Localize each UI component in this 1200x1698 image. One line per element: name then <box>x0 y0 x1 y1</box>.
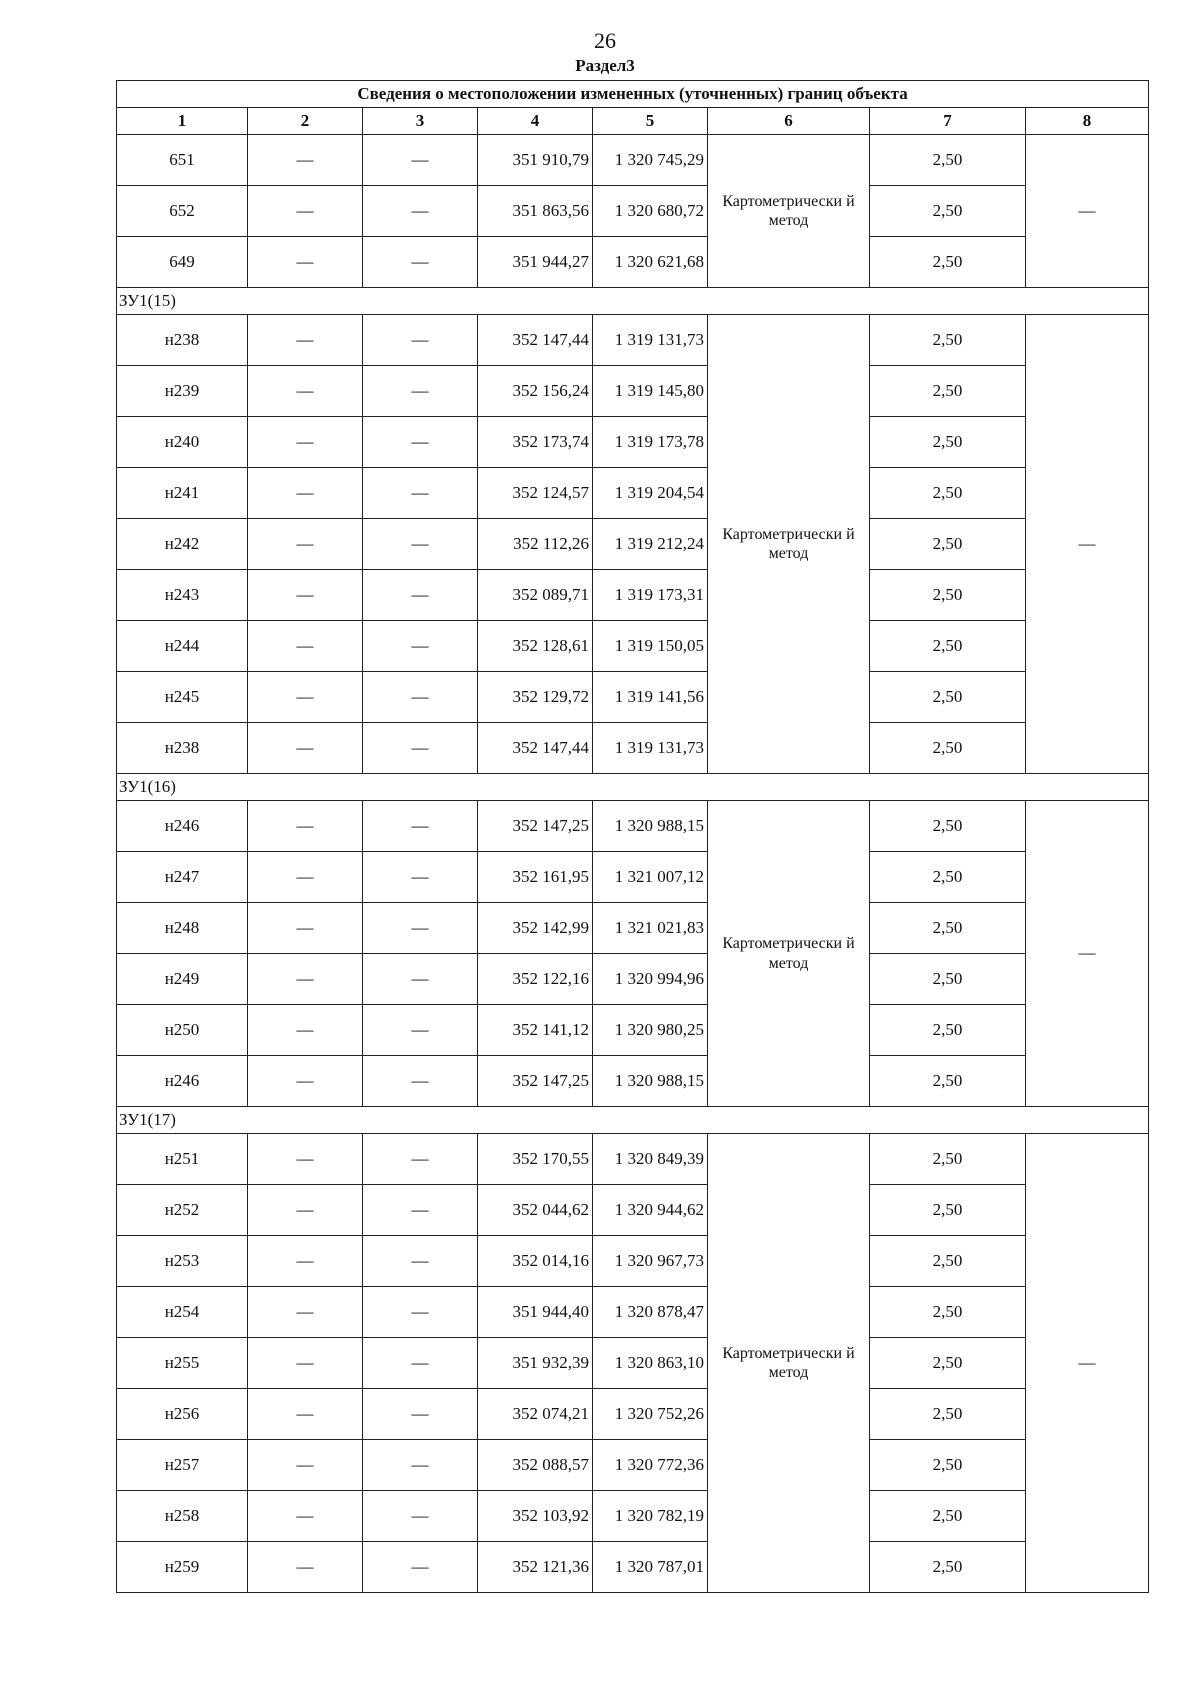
column-2-cell: — <box>248 1389 363 1440</box>
column-3-cell: — <box>363 468 478 519</box>
point-number-cell: н245 <box>117 672 248 723</box>
table-row <box>117 903 1149 954</box>
point-number-cell: н243 <box>117 570 248 621</box>
x-coordinate-cell: 351 932,39 <box>478 1338 593 1389</box>
table-row <box>117 1542 1149 1593</box>
column-8-cell: — <box>1026 135 1149 288</box>
column-2-cell: — <box>248 570 363 621</box>
column-2-cell: — <box>248 723 363 774</box>
table-row <box>117 1236 1149 1287</box>
column-3-cell: — <box>363 801 478 852</box>
x-coordinate-cell: 352 124,57 <box>478 468 593 519</box>
column-number: 5 <box>593 108 708 135</box>
column-3-cell: — <box>363 1542 478 1593</box>
x-coordinate-cell: 352 173,74 <box>478 417 593 468</box>
point-number-cell: н238 <box>117 723 248 774</box>
column-3-cell: — <box>363 135 478 186</box>
column-8-cell: — <box>1026 1134 1149 1593</box>
column-3-cell: — <box>363 954 478 1005</box>
table-row <box>117 1440 1149 1491</box>
point-number-cell: н259 <box>117 1542 248 1593</box>
column-3-cell: — <box>363 519 478 570</box>
x-coordinate-cell: 351 863,56 <box>478 186 593 237</box>
column-3-cell: — <box>363 1440 478 1491</box>
point-number-cell: н246 <box>117 801 248 852</box>
accuracy-cell: 2,50 <box>870 135 1026 186</box>
table-row <box>117 1389 1149 1440</box>
point-number-cell: н238 <box>117 315 248 366</box>
y-coordinate-cell: 1 320 745,29 <box>593 135 708 186</box>
y-coordinate-cell: 1 319 145,80 <box>593 366 708 417</box>
column-3-cell: — <box>363 903 478 954</box>
column-number: 3 <box>363 108 478 135</box>
y-coordinate-cell: 1 319 141,56 <box>593 672 708 723</box>
accuracy-cell: 2,50 <box>870 954 1026 1005</box>
column-2-cell: — <box>248 417 363 468</box>
page-number: 26 <box>594 28 616 53</box>
column-3-cell: — <box>363 570 478 621</box>
method-cell: Картометрически й метод <box>708 135 870 288</box>
accuracy-cell: 2,50 <box>870 1338 1026 1389</box>
column-2-cell: — <box>248 237 363 288</box>
group-header-row <box>117 288 1149 315</box>
column-number: 7 <box>870 108 1026 135</box>
y-coordinate-cell: 1 319 173,78 <box>593 417 708 468</box>
column-2-cell: — <box>248 366 363 417</box>
accuracy-cell: 2,50 <box>870 1542 1026 1593</box>
column-3-cell: — <box>363 1491 478 1542</box>
point-number-cell: н242 <box>117 519 248 570</box>
x-coordinate-cell: 351 944,27 <box>478 237 593 288</box>
table-row <box>117 186 1149 237</box>
column-8-cell: — <box>1026 801 1149 1107</box>
column-2-cell: — <box>248 1542 363 1593</box>
section-title: Раздел3 <box>575 56 635 75</box>
x-coordinate-cell: 352 147,44 <box>478 315 593 366</box>
table-caption: Сведения о местоположении измененных (уточненных) границ объекта <box>117 81 1149 108</box>
x-coordinate-cell: 352 170,55 <box>478 1134 593 1185</box>
column-3-cell: — <box>363 1005 478 1056</box>
column-3-cell: — <box>363 852 478 903</box>
y-coordinate-cell: 1 321 021,83 <box>593 903 708 954</box>
column-3-cell: — <box>363 237 478 288</box>
accuracy-cell: 2,50 <box>870 186 1026 237</box>
column-8-cell: — <box>1026 315 1149 774</box>
y-coordinate-cell: 1 320 994,96 <box>593 954 708 1005</box>
y-coordinate-cell: 1 320 980,25 <box>593 1005 708 1056</box>
table-row <box>117 237 1149 288</box>
y-coordinate-cell: 1 320 863,10 <box>593 1338 708 1389</box>
column-2-cell: — <box>248 1491 363 1542</box>
point-number-cell: н255 <box>117 1338 248 1389</box>
column-number: 8 <box>1026 108 1149 135</box>
table-row <box>117 366 1149 417</box>
column-3-cell: — <box>363 186 478 237</box>
accuracy-cell: 2,50 <box>870 366 1026 417</box>
table-row <box>117 672 1149 723</box>
column-3-cell: — <box>363 366 478 417</box>
column-3-cell: — <box>363 672 478 723</box>
x-coordinate-cell: 352 044,62 <box>478 1185 593 1236</box>
accuracy-cell: 2,50 <box>870 1005 1026 1056</box>
y-coordinate-cell: 1 320 621,68 <box>593 237 708 288</box>
accuracy-cell: 2,50 <box>870 852 1026 903</box>
column-2-cell: — <box>248 468 363 519</box>
table-row <box>117 315 1149 366</box>
column-3-cell: — <box>363 1338 478 1389</box>
accuracy-cell: 2,50 <box>870 1236 1026 1287</box>
accuracy-cell: 2,50 <box>870 468 1026 519</box>
table-row <box>117 1287 1149 1338</box>
column-2-cell: — <box>248 672 363 723</box>
group-label: ЗУ1(17) <box>117 1107 1149 1134</box>
x-coordinate-cell: 352 089,71 <box>478 570 593 621</box>
x-coordinate-cell: 352 142,99 <box>478 903 593 954</box>
y-coordinate-cell: 1 320 787,01 <box>593 1542 708 1593</box>
point-number-cell: н240 <box>117 417 248 468</box>
y-coordinate-cell: 1 319 131,73 <box>593 723 708 774</box>
y-coordinate-cell: 1 319 150,05 <box>593 621 708 672</box>
y-coordinate-cell: 1 319 204,54 <box>593 468 708 519</box>
y-coordinate-cell: 1 319 131,73 <box>593 315 708 366</box>
y-coordinate-cell: 1 320 772,36 <box>593 1440 708 1491</box>
table-body <box>117 81 1149 1593</box>
point-number-cell: 652 <box>117 186 248 237</box>
x-coordinate-cell: 352 129,72 <box>478 672 593 723</box>
accuracy-cell: 2,50 <box>870 237 1026 288</box>
table-row <box>117 954 1149 1005</box>
column-3-cell: — <box>363 315 478 366</box>
y-coordinate-cell: 1 320 878,47 <box>593 1287 708 1338</box>
column-3-cell: — <box>363 1287 478 1338</box>
accuracy-cell: 2,50 <box>870 570 1026 621</box>
y-coordinate-cell: 1 320 680,72 <box>593 186 708 237</box>
x-coordinate-cell: 352 121,36 <box>478 1542 593 1593</box>
group-label: ЗУ1(16) <box>117 774 1149 801</box>
column-2-cell: — <box>248 1185 363 1236</box>
x-coordinate-cell: 352 014,16 <box>478 1236 593 1287</box>
column-3-cell: — <box>363 1134 478 1185</box>
column-2-cell: — <box>248 903 363 954</box>
column-2-cell: — <box>248 1287 363 1338</box>
point-number-cell: н253 <box>117 1236 248 1287</box>
column-3-cell: — <box>363 417 478 468</box>
accuracy-cell: 2,50 <box>870 1389 1026 1440</box>
accuracy-cell: 2,50 <box>870 315 1026 366</box>
y-coordinate-cell: 1 320 782,19 <box>593 1491 708 1542</box>
point-number-cell: н239 <box>117 366 248 417</box>
point-number-cell: 649 <box>117 237 248 288</box>
accuracy-cell: 2,50 <box>870 1491 1026 1542</box>
y-coordinate-cell: 1 320 752,26 <box>593 1389 708 1440</box>
point-number-cell: н241 <box>117 468 248 519</box>
column-2-cell: — <box>248 1056 363 1107</box>
y-coordinate-cell: 1 320 988,15 <box>593 1056 708 1107</box>
x-coordinate-cell: 351 910,79 <box>478 135 593 186</box>
accuracy-cell: 2,50 <box>870 1056 1026 1107</box>
accuracy-cell: 2,50 <box>870 1185 1026 1236</box>
y-coordinate-cell: 1 320 849,39 <box>593 1134 708 1185</box>
x-coordinate-cell: 352 074,21 <box>478 1389 593 1440</box>
accuracy-cell: 2,50 <box>870 621 1026 672</box>
y-coordinate-cell: 1 320 988,15 <box>593 801 708 852</box>
x-coordinate-cell: 352 112,26 <box>478 519 593 570</box>
column-number: 4 <box>478 108 593 135</box>
point-number-cell: н249 <box>117 954 248 1005</box>
x-coordinate-cell: 352 156,24 <box>478 366 593 417</box>
column-2-cell: — <box>248 135 363 186</box>
x-coordinate-cell: 352 161,95 <box>478 852 593 903</box>
column-2-cell: — <box>248 852 363 903</box>
x-coordinate-cell: 352 088,57 <box>478 1440 593 1491</box>
x-coordinate-cell: 352 147,25 <box>478 1056 593 1107</box>
group-header-row <box>117 1107 1149 1134</box>
column-3-cell: — <box>363 723 478 774</box>
column-2-cell: — <box>248 1338 363 1389</box>
table-row <box>117 1005 1149 1056</box>
table-row <box>117 621 1149 672</box>
method-cell: Картометрически й метод <box>708 315 870 774</box>
group-header-row <box>117 774 1149 801</box>
point-number-cell: н246 <box>117 1056 248 1107</box>
point-number-cell: н251 <box>117 1134 248 1185</box>
column-2-cell: — <box>248 1236 363 1287</box>
column-2-cell: — <box>248 1005 363 1056</box>
point-number-cell: н254 <box>117 1287 248 1338</box>
method-cell: Картометрически й метод <box>708 801 870 1107</box>
point-number-cell: н256 <box>117 1389 248 1440</box>
column-2-cell: — <box>248 621 363 672</box>
boundary-points-table <box>116 80 1149 1593</box>
table-row <box>117 1491 1149 1542</box>
column-3-cell: — <box>363 621 478 672</box>
y-coordinate-cell: 1 319 212,24 <box>593 519 708 570</box>
table-row <box>117 801 1149 852</box>
column-2-cell: — <box>248 1134 363 1185</box>
column-number: 6 <box>708 108 870 135</box>
column-3-cell: — <box>363 1389 478 1440</box>
point-number-cell: н247 <box>117 852 248 903</box>
point-number-cell: н252 <box>117 1185 248 1236</box>
x-coordinate-cell: 352 147,44 <box>478 723 593 774</box>
table-row <box>117 1056 1149 1107</box>
column-number: 2 <box>248 108 363 135</box>
x-coordinate-cell: 352 122,16 <box>478 954 593 1005</box>
point-number-cell: 651 <box>117 135 248 186</box>
point-number-cell: н244 <box>117 621 248 672</box>
column-2-cell: — <box>248 801 363 852</box>
table-row <box>117 1134 1149 1185</box>
accuracy-cell: 2,50 <box>870 1440 1026 1491</box>
column-3-cell: — <box>363 1236 478 1287</box>
group-label: ЗУ1(15) <box>117 288 1149 315</box>
column-number: 1 <box>117 108 248 135</box>
table-row <box>117 723 1149 774</box>
point-number-cell: н257 <box>117 1440 248 1491</box>
y-coordinate-cell: 1 319 173,31 <box>593 570 708 621</box>
accuracy-cell: 2,50 <box>870 801 1026 852</box>
x-coordinate-cell: 352 103,92 <box>478 1491 593 1542</box>
column-2-cell: — <box>248 954 363 1005</box>
table-caption-row <box>117 81 1149 108</box>
accuracy-cell: 2,50 <box>870 672 1026 723</box>
y-coordinate-cell: 1 320 944,62 <box>593 1185 708 1236</box>
point-number-cell: н250 <box>117 1005 248 1056</box>
table-row <box>117 1338 1149 1389</box>
column-2-cell: — <box>248 186 363 237</box>
point-number-cell: н258 <box>117 1491 248 1542</box>
table-row <box>117 852 1149 903</box>
accuracy-cell: 2,50 <box>870 1287 1026 1338</box>
column-2-cell: — <box>248 315 363 366</box>
accuracy-cell: 2,50 <box>870 519 1026 570</box>
column-number-row <box>117 108 1149 135</box>
x-coordinate-cell: 352 141,12 <box>478 1005 593 1056</box>
method-cell: Картометрически й метод <box>708 1134 870 1593</box>
x-coordinate-cell: 351 944,40 <box>478 1287 593 1338</box>
accuracy-cell: 2,50 <box>870 723 1026 774</box>
table-row <box>117 135 1149 186</box>
column-3-cell: — <box>363 1185 478 1236</box>
table-row <box>117 417 1149 468</box>
accuracy-cell: 2,50 <box>870 417 1026 468</box>
x-coordinate-cell: 352 128,61 <box>478 621 593 672</box>
table-row <box>117 519 1149 570</box>
accuracy-cell: 2,50 <box>870 903 1026 954</box>
table-row <box>117 1185 1149 1236</box>
accuracy-cell: 2,50 <box>870 1134 1026 1185</box>
table-row <box>117 468 1149 519</box>
column-2-cell: — <box>248 519 363 570</box>
table-row <box>117 570 1149 621</box>
column-2-cell: — <box>248 1440 363 1491</box>
x-coordinate-cell: 352 147,25 <box>478 801 593 852</box>
y-coordinate-cell: 1 321 007,12 <box>593 852 708 903</box>
column-3-cell: — <box>363 1056 478 1107</box>
y-coordinate-cell: 1 320 967,73 <box>593 1236 708 1287</box>
point-number-cell: н248 <box>117 903 248 954</box>
